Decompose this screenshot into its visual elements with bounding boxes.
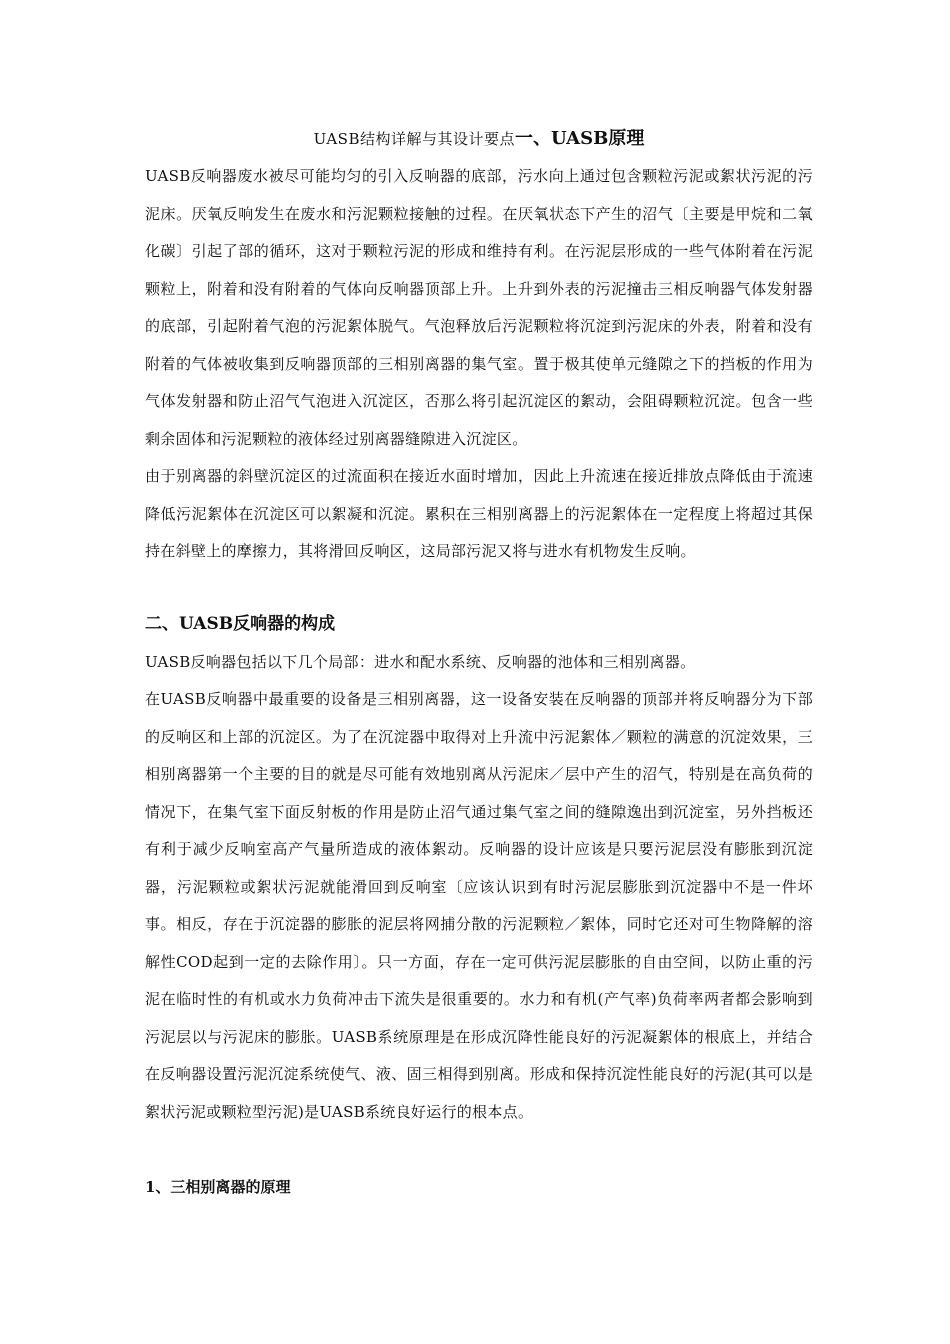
subsection1-heading: 1、三相别离器的原理 — [145, 1178, 291, 1196]
section2-body — [145, 681, 813, 1167]
section2-heading: 二、UASB反响器的构成 — [145, 614, 336, 634]
title-line — [145, 120, 813, 158]
section2-intro — [145, 644, 813, 681]
section2-paragraph-2: 在UASB反响器中最重要的设备是三相别离器，这一设备安装在反响器的顶部并将反响器分为下部的反响区和上部的沉淀区。为了在沉淀器中取得对上升流中污泥絮体／颗粒的满意的沉淀效果，三相别离器第一个主要的目的就是尽可能有效地别离从污泥床／层中产生的沼气，特别是在高负荷的情况下，在集气室下面反射板的作用是防止沼气通过集气室之间的缝隙逸出到沉淀室，另外挡板还有利于减少反响室高产气量所造成的液体絮动。反响器的设计应该是只要污泥层没有膨胀到沉淀器，污泥颗粒或絮状污泥就能滑回到反响室〔应该认识到有时污泥层膨胀到沉淀器中不是一件坏事。相反，存在于沉淀器的膨胀的泥层将网捕分散的污泥颗粒／絮体，同时它还对可生物降解的溶解性COD起到一定的去除作用〕。只一方面，存在一定可供污泥层膨胀的自由空间，以防止重的污泥在临时性的有机或水力负荷冲击下流失是很重要的。水力和有机(产气率)负荷率两者都会影响到污泥层以与污泥床的膨胀。UASB系统原理是在形成沉降性能良好的污泥凝絮体的根底上，并结合在反响器设置污泥沉淀系统使气、液、固三相得到别离。形成和保持沉淀性能良好的污泥(其可以是絮状污泥或颗粒型污泥)是UASB系统良好运行的根本点。 — [145, 690, 813, 1121]
section1-paragraph-2: 由于别离器的斜壁沉淀区的过流面积在接近水面时增加，因此上升流速在接近排放点降低由于流速降低污泥絮体在沉淀区可以絮凝和沉淀。累积在三相别离器上的污泥絮体在一定程度上将超过其保持在斜壁上的摩擦力，其将滑回反响区，这局部污泥又将与进水有机物发生反响。 — [145, 467, 813, 560]
section2-paragraph-1: UASB反响器包括以下几个局部：进水和配水系统、反响器的池体和三相别离器。 — [145, 653, 696, 671]
document-title: UASB结构详解与其设计要点 — [313, 130, 515, 148]
document-body — [145, 120, 813, 1207]
section1-body — [145, 158, 813, 604]
section1-paragraph-1: UASB反响器废水被尽可能均匀的引入反响器的底部，污水向上通过包含颗粒污泥或絮状污泥的污泥床。厌氧反响发生在废水和污泥颗粒接触的过程。在厌氧状态下产生的沼气〔主要是甲烷和二氧化碳〕引起了部的循环，这对于颗粒污泥的形成和维持有利。在污泥层形成的一些气体附着在污泥颗粒上，附着和没有附着的气体向反响器顶部上升。上升到外表的污泥撞击三相反响器气体发射器的底部，引起附着气泡的污泥絮体脱气。气泡释放后污泥颗粒将沉淀到污泥床的外表，附着和没有附着的气体被收集到反响器顶部的三相别离器的集气室。置于极其使单元缝隙之下的挡板的作用为气体发射器和防止沼气气泡进入沉淀区，否那么将引起沉淀区的絮动，会阻碍颗粒沉淀。包含一些剩余固体和污泥颗粒的液体经过别离器缝隙进入沉淀区。 — [145, 167, 813, 448]
section1-heading: 一、UASB原理 — [515, 128, 645, 149]
